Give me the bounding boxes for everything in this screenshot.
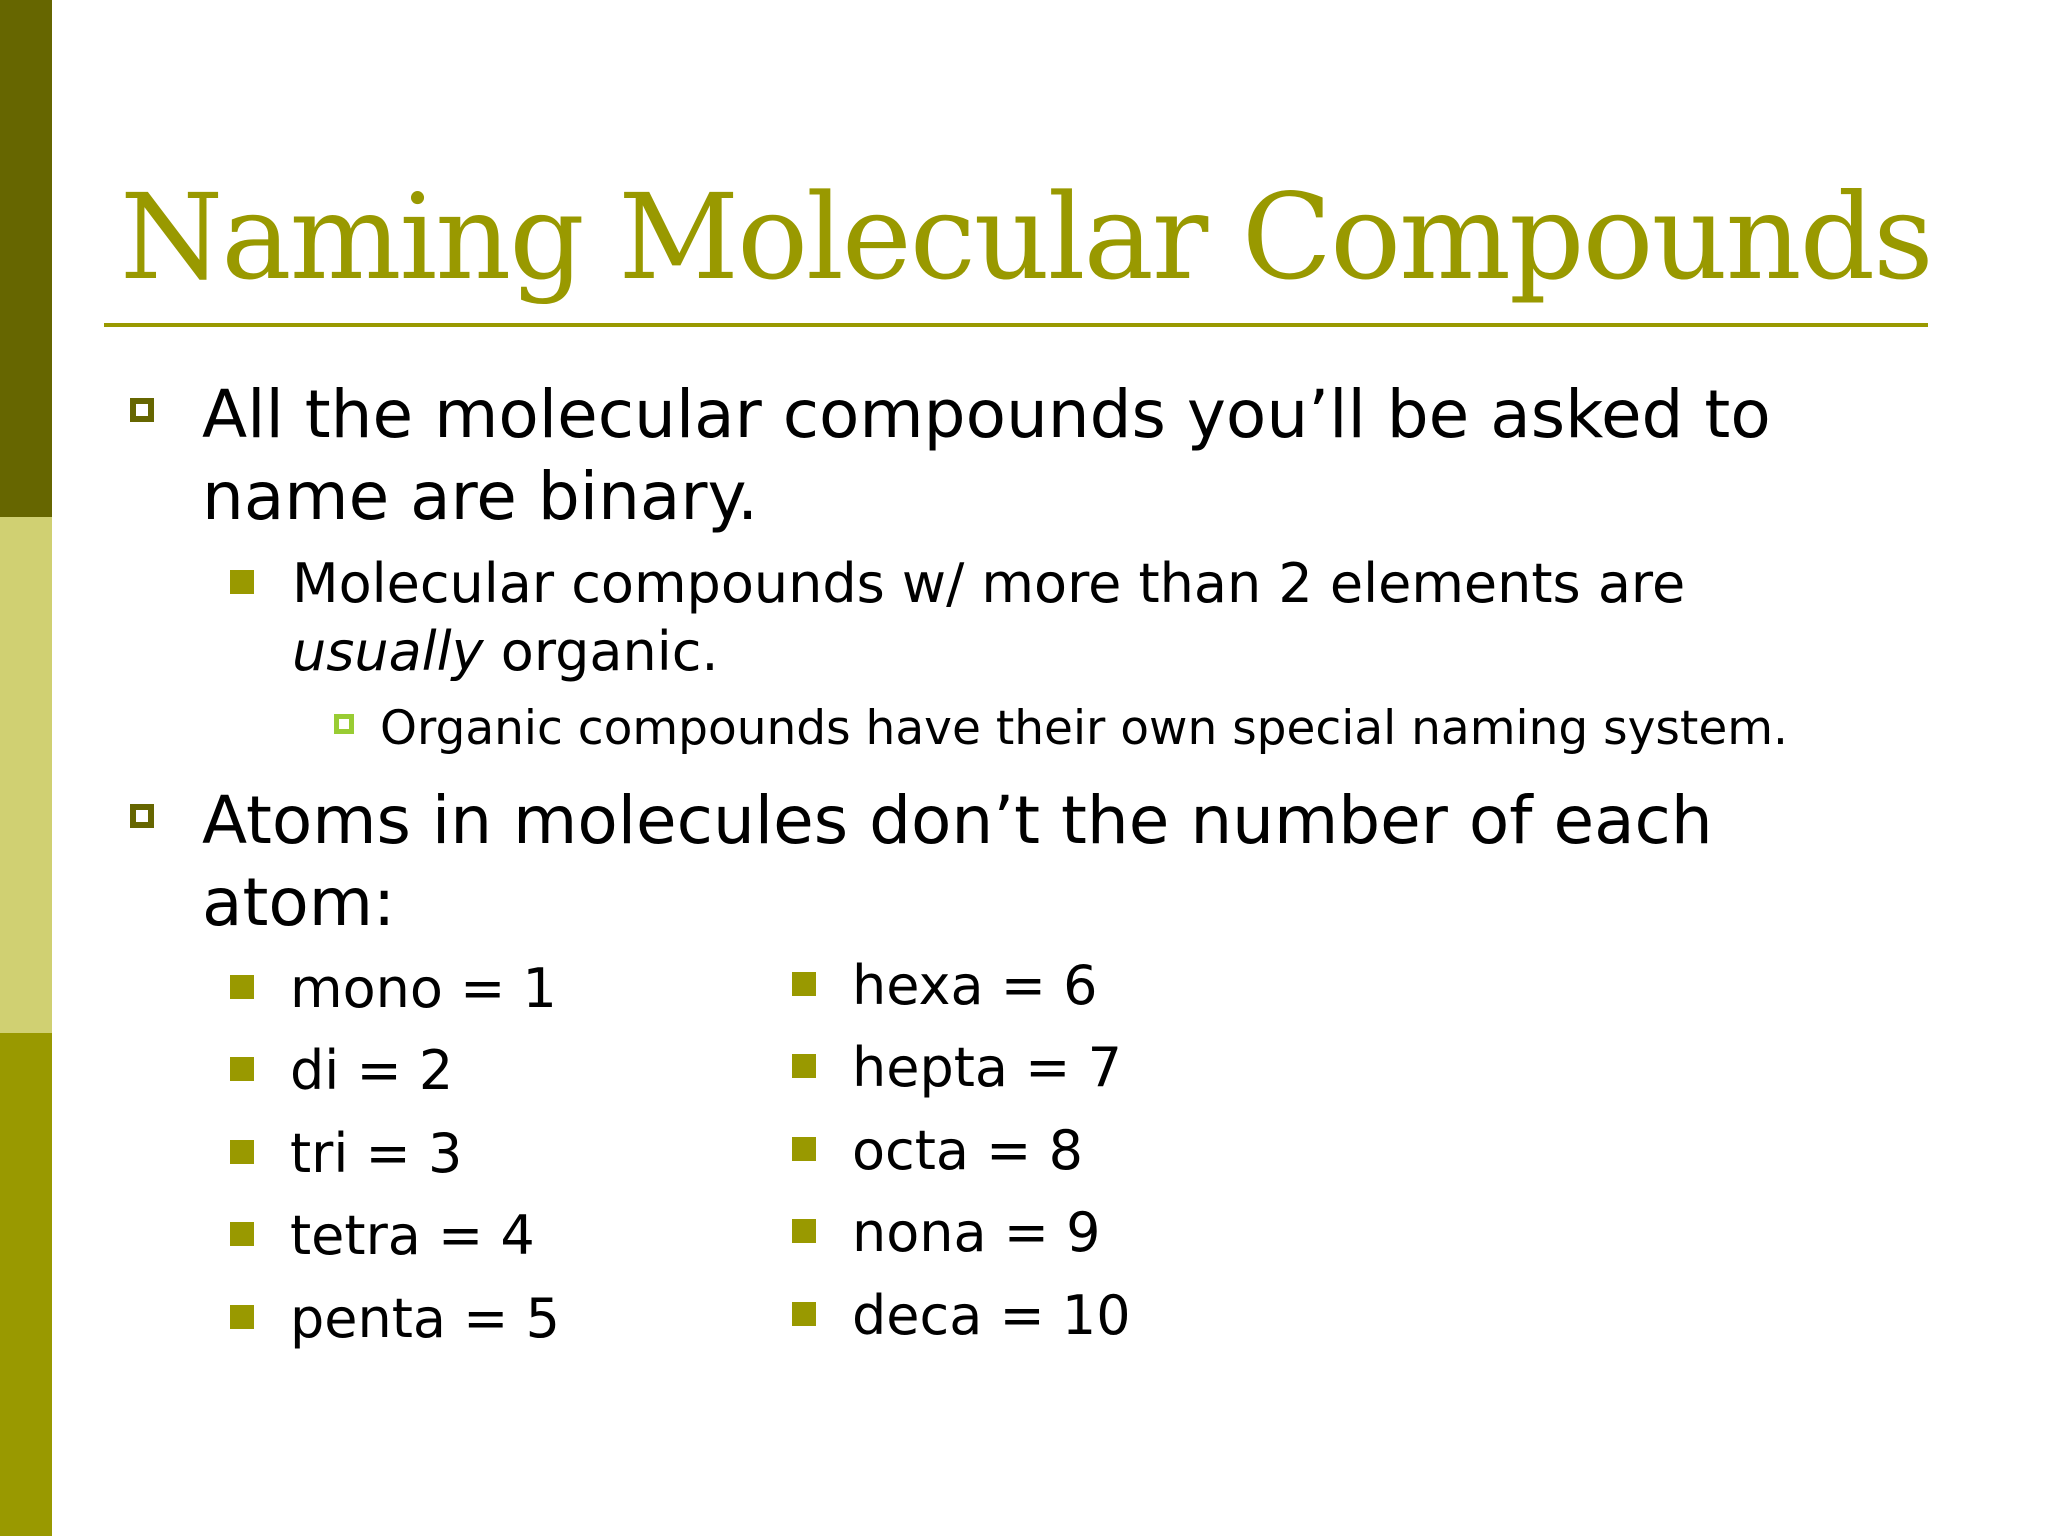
square-bullet-icon	[792, 1054, 816, 1078]
bullet2-line1: Atoms in molecules don’t the number of each	[202, 782, 1713, 859]
small-box-bullet-icon	[334, 714, 354, 734]
square-bullet-icon	[792, 1302, 816, 1326]
box-bullet-icon	[130, 398, 154, 422]
sub-bullet-line2-rest: organic.	[483, 620, 719, 683]
sub-bullet-line2	[292, 618, 719, 686]
square-bullet-icon	[792, 972, 816, 996]
accent-bar-top	[0, 0, 52, 517]
prefix-octa: octa = 8	[852, 1119, 1083, 1182]
box-bullet-icon	[130, 804, 154, 828]
emphasis-usually: usually	[292, 620, 484, 683]
prefix-mono: mono = 1	[290, 957, 557, 1020]
sub-sub-bullet: Organic compounds have their own special naming system.	[380, 701, 1788, 756]
prefix-hexa: hexa = 6	[852, 954, 1098, 1017]
square-bullet-icon	[230, 1140, 254, 1164]
square-bullet-icon	[230, 1057, 254, 1081]
square-bullet-icon	[792, 1137, 816, 1161]
square-bullet-icon	[230, 1305, 254, 1329]
bullet1-line2: name are binary.	[202, 458, 759, 535]
sub-bullet-line1: Molecular compounds w/ more than 2 elements are	[292, 552, 1686, 615]
square-bullet-icon	[230, 975, 254, 999]
accent-bar-middle	[0, 517, 52, 1033]
square-bullet-icon	[792, 1219, 816, 1243]
prefix-hepta: hepta = 7	[852, 1036, 1122, 1099]
left-accent-bar	[0, 0, 52, 1536]
title-underline	[104, 323, 1928, 327]
square-bullet-icon	[230, 570, 254, 594]
bullet2-line2: atom:	[202, 864, 396, 941]
square-bullet-icon	[230, 1222, 254, 1246]
prefix-tetra: tetra = 4	[290, 1204, 535, 1267]
prefix-deca: deca = 10	[852, 1284, 1131, 1347]
prefix-tri: tri = 3	[290, 1122, 463, 1185]
prefix-penta: penta = 5	[290, 1287, 560, 1350]
accent-bar-bottom	[0, 1033, 52, 1536]
prefix-nona: nona = 9	[852, 1201, 1101, 1264]
prefix-di: di = 2	[290, 1039, 454, 1102]
bullet1-line1: All the molecular compounds you’ll be asked to	[202, 376, 1771, 453]
slide-title: Naming Molecular Compounds	[120, 168, 1932, 306]
